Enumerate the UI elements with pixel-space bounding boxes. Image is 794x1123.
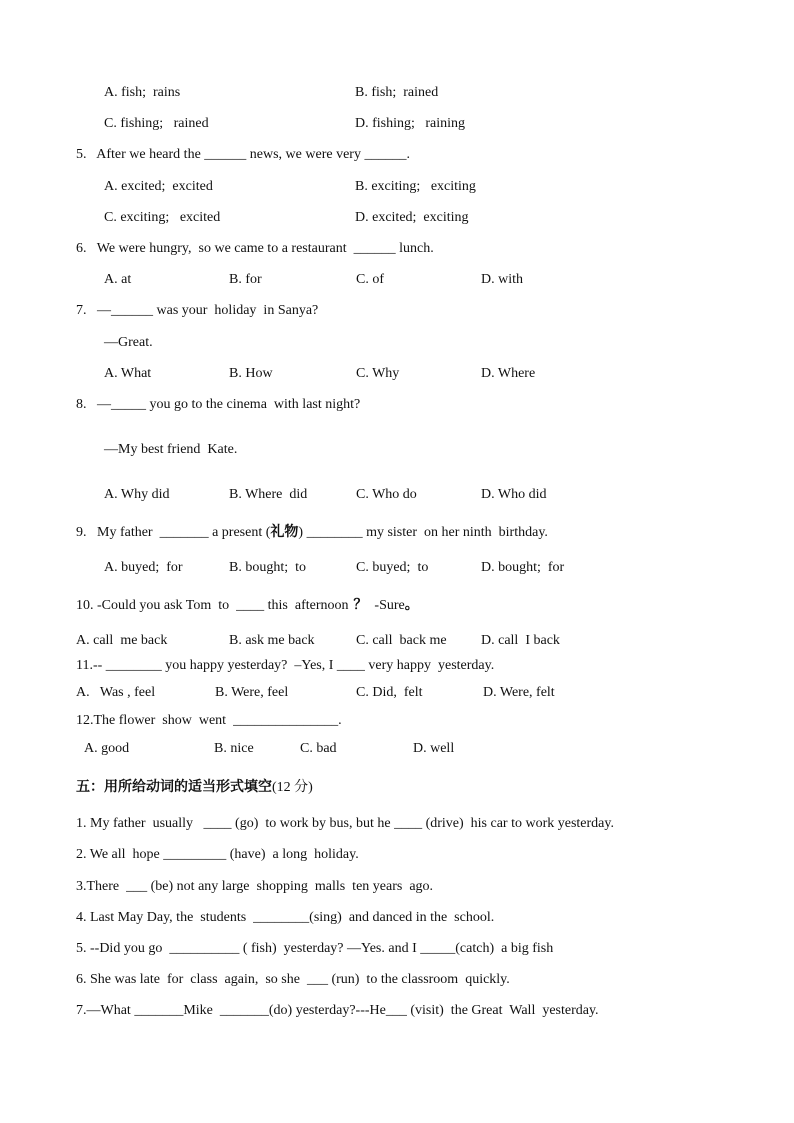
q10-stem-before: 10. -Could you ask Tom to ____ this afternoon bbox=[76, 598, 349, 613]
q12-option-d: D. well bbox=[413, 741, 455, 756]
section5-item: 2. We all hope _________ (have) a long holiday. bbox=[76, 847, 359, 862]
section5-item: 7.—What _______Mike _______(do) yesterday?---He___ (visit) the Great Wall yesterday. bbox=[76, 1003, 599, 1018]
section5-item: 1. My father usually ____ (go) to work by bus, but he ____ (drive) his car to work yesterday. bbox=[76, 816, 614, 831]
q7-option-c: C. Why bbox=[356, 366, 400, 381]
q8-option-a: A. Why did bbox=[104, 487, 170, 502]
q4-option-b: B. fish; rained bbox=[355, 85, 439, 100]
q6-stem: 6. We were hungry, so we came to a restaurant ______ lunch. bbox=[76, 241, 434, 256]
q7-option-b: B. How bbox=[229, 366, 273, 381]
section5-item: 6. She was late for class again, so she ___ (run) to the classroom quickly. bbox=[76, 972, 510, 987]
q8-option-b: B. Where did bbox=[229, 487, 308, 502]
q6-option-a: A. at bbox=[104, 272, 132, 287]
q6-option-c: C. of bbox=[356, 272, 384, 287]
q12-stem: 12.The flower show went _______________. bbox=[76, 713, 342, 728]
q12-option-b: B. nice bbox=[214, 741, 254, 756]
q10-stem-question-mark: ？ bbox=[348, 597, 368, 613]
q5-option-d: D. excited; exciting bbox=[355, 210, 469, 225]
q5-stem: 5. After we heard the ______ news, we were very ______. bbox=[76, 147, 410, 162]
section5-score: (12 分) bbox=[272, 780, 313, 795]
q9-option-b: B. bought; to bbox=[229, 560, 307, 575]
q9-option-a: A. buyed; for bbox=[104, 560, 183, 575]
q5-option-c: C. exciting; excited bbox=[104, 210, 221, 225]
q4-option-d: D. fishing; raining bbox=[355, 116, 466, 131]
q5-option-a: A. excited; excited bbox=[104, 179, 213, 194]
q10-stem-after: -Sure bbox=[367, 598, 405, 613]
q10-option-b: B. ask me back bbox=[229, 633, 315, 648]
q12-option-a: A. good bbox=[84, 741, 130, 756]
q4-option-a: A. fish; rains bbox=[104, 85, 181, 100]
q5-option-b: B. exciting; exciting bbox=[355, 179, 476, 194]
q7-stem: 7. —______ was your holiday in Sanya? bbox=[76, 303, 319, 318]
q11-option-d: D. Were, felt bbox=[483, 685, 555, 700]
q10-option-a: A. call me back bbox=[76, 633, 168, 648]
q7-option-d: D. Where bbox=[481, 366, 536, 381]
q9-stem-chinese: 礼物 bbox=[270, 524, 299, 540]
q12-option-c: C. bad bbox=[300, 741, 337, 756]
q11-stem: 11.-- ________ you happy yesterday? –Yes, I ____ very happy yesterday. bbox=[76, 658, 495, 673]
q6-option-b: B. for bbox=[229, 272, 262, 287]
section5-heading bbox=[76, 778, 313, 797]
section5-item: 3.There ___ (be) not any large shopping malls ten years ago. bbox=[76, 879, 434, 894]
q11-option-a: A. Was , feel bbox=[76, 685, 156, 700]
q6-option-d: D. with bbox=[481, 272, 523, 287]
q11-option-b: B. Were, feel bbox=[215, 685, 289, 700]
q9-stem-after: ) ________ my sister on her ninth birthday. bbox=[298, 525, 548, 540]
q10-option-d: D. call I back bbox=[481, 633, 560, 648]
section5-item: 5. --Did you go __________ ( fish) yesterday? —Yes. and I _____(catch) a big fish bbox=[76, 941, 554, 956]
q9-option-c: C. buyed; to bbox=[356, 560, 429, 575]
q11-option-c: C. Did, felt bbox=[356, 685, 423, 700]
q10-stem-end: 。 bbox=[404, 597, 419, 613]
q8-stem: 8. —_____ you go to the cinema with last night? bbox=[76, 397, 361, 412]
q4-option-c: C. fishing; rained bbox=[104, 116, 209, 131]
q9-stem bbox=[76, 523, 548, 542]
q8-option-c: C. Who do bbox=[356, 487, 417, 502]
q8-answer: —My best friend Kate. bbox=[104, 442, 238, 457]
q9-stem-before: 9. My father _______ a present ( bbox=[76, 525, 271, 540]
q10-stem bbox=[76, 596, 419, 615]
q7-option-a: A. What bbox=[104, 366, 152, 381]
section5-item: 4. Last May Day, the students ________(sing) and danced in the school. bbox=[76, 910, 495, 925]
section5-title: 五：用所给动词的适当形式填空 bbox=[76, 779, 272, 795]
q8-option-d: D. Who did bbox=[481, 487, 547, 502]
q10-option-c: C. call back me bbox=[356, 633, 447, 648]
q7-answer: —Great. bbox=[104, 335, 153, 350]
q9-option-d: D. bought; for bbox=[481, 560, 565, 575]
